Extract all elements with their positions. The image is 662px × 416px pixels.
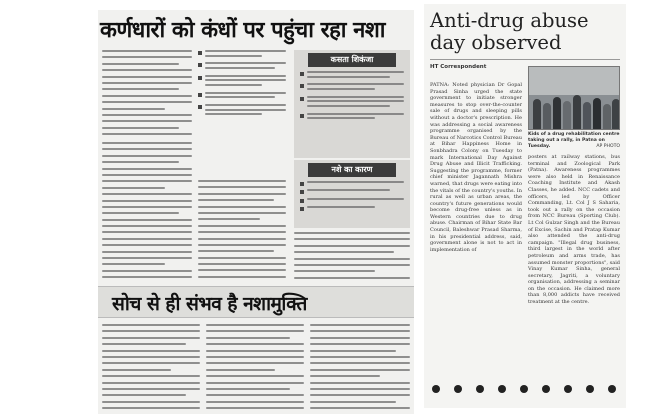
photo-credit: AP PHOTO [596,144,620,149]
hindi-column-text [206,324,304,413]
article-column-1 [430,82,522,253]
photo-caption [528,132,620,150]
byline: HT Correspondent [430,64,487,70]
hindi-info-box-nasha [294,160,410,228]
hindi-headline: कर्णधारों को कंधों पर पहुंचा रहा नशा [100,18,385,43]
decorative-strip [424,382,626,396]
english-newspaper-clipping [424,4,626,408]
hindi-column-text [310,324,410,413]
article-body-2: posters at railway stations, bus terminal and Zoological Park (Patna). Awareness programmes were also held in Renaissance Coaching Institute and Akash Classes, he added. NCC cadets and officers, led by Officer Commanding, Lt. Col J S Saharia, took out a rally on the occasion from NCC Bureau (Sporting Club). Lt Col Gulzar Singh and the Bureau of Excise, Sachin and Pratap Kumar also attended the anti-drug campaign. "Illegal drug business, third largest in the world after petroleum and arms trade, has assumed monster proportions", said Vinay Kumar Sinha, general secretary, Jagriti, a voluntary organisation, addressing a seminar on the occasion. He claimed more than 8,000 addicts have received treatment at the centre. [528,154,620,306]
headline-divider [430,59,620,60]
photo-caption-text: Kids of a drug rehabilitation centre taking out a rally, in Patna on Tuesday. [528,132,620,149]
hindi-intro-column [102,50,192,139]
hindi-column-text [102,142,192,283]
english-headline: Anti-drug abuse day observed [430,9,589,54]
rally-photo [528,66,620,130]
hindi-subheadline-band [98,286,414,318]
hindi-column-text [294,232,410,283]
hindi-newspaper-clipping [98,10,414,414]
hindi-bullet-box [198,50,286,170]
article-body-1: PATNA: Noted physician Dr Gopal Prasad Sinha urged the state government to initiate stronger measures to stop over-the-counter sale of drugs and sleeping pills without a doctor's prescription. He was addressing a social awareness programme organised by the Bureau of Narcotics Control Bureau at Bihar Happiness Home in Sonbhadra Colony on Tuesday to mark International Day Against Drug Abuse and Illicit Trafficking. Suggesting the programme, former chief minister Jagannath Mishra warned, that drugs were eating into the vitals of the country's youths. In rural as well as urban areas, the country's future generations would become drug-free unless as in Western countries due to drug abuse. Chairman of Bihar State Bar Council, Baleshwar Prasad Sharma, in his presidential address, said, government alone is not to act in implementation of [430,82,522,253]
box-nasha-title: नशे का कारण [308,163,396,177]
hindi-subheadline: सोच से ही संभव है नशामुक्ति [112,293,307,315]
article-column-2 [528,154,620,306]
hindi-column-text [102,324,200,413]
hindi-info-box-kasta [294,50,410,158]
box-kasta-title: कसता शिकंजा [308,53,396,67]
hindi-column-text [198,180,286,282]
